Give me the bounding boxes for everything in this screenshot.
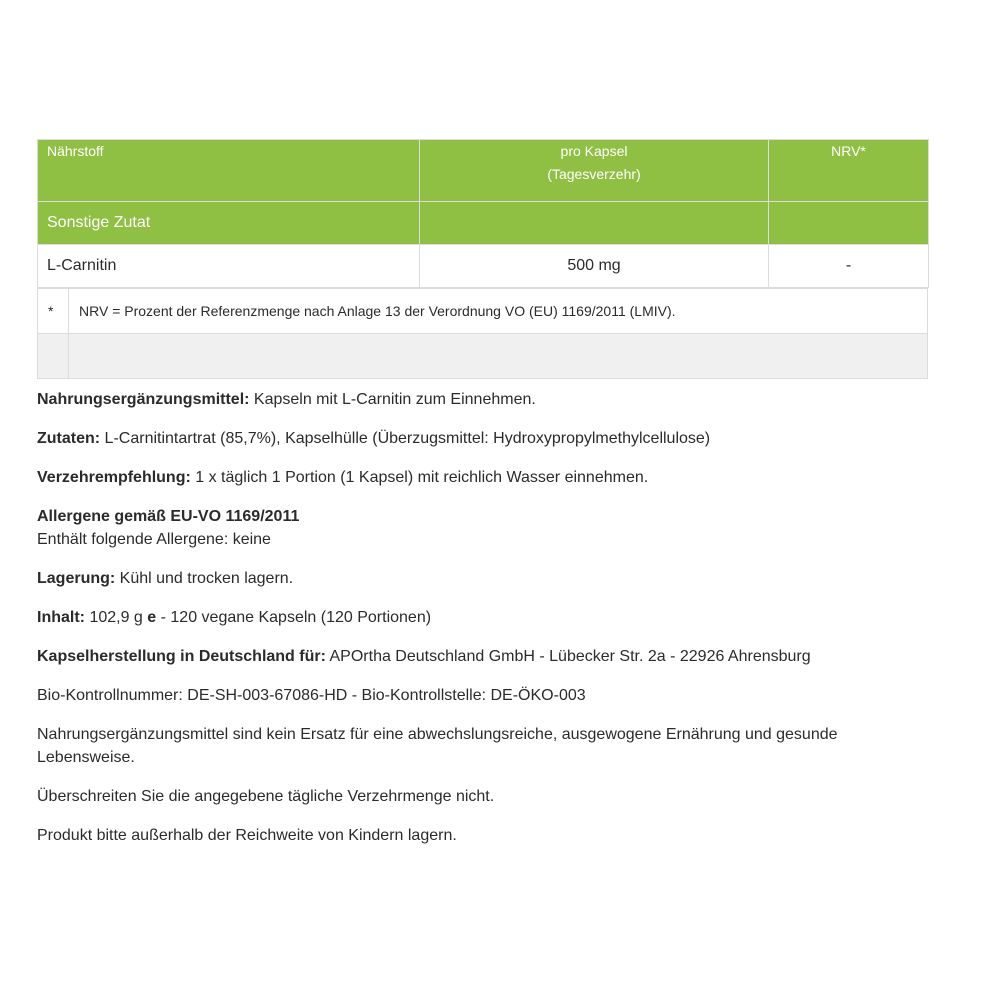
footnote-marker: * xyxy=(38,289,69,334)
header-per-capsule-line2: (Tagesverzehr) xyxy=(547,166,641,182)
info-manufacturer xyxy=(37,645,937,668)
info-value: Kapseln mit L-Carnitin zum Einnehmen. xyxy=(249,391,536,408)
nutrient-nrv: - xyxy=(769,245,929,288)
estimated-sign: e xyxy=(147,609,157,626)
info-content xyxy=(37,606,937,629)
info-value: Enthält folgende Allergene: keine xyxy=(37,531,271,548)
info-label: Lagerung: xyxy=(37,570,116,587)
info-value: 102,9 g xyxy=(85,609,148,626)
info-value: Kühl und trocken lagern. xyxy=(115,570,294,587)
section-empty-cell xyxy=(769,202,929,245)
section-empty-cell xyxy=(420,202,769,245)
section-row xyxy=(38,202,929,245)
nutrition-table xyxy=(37,139,929,288)
info-storage xyxy=(37,567,937,590)
info-value: 1 x täglich 1 Portion (1 Kapsel) mit reichlich Wasser einnehmen. xyxy=(190,469,649,486)
info-label: Kapselherstellung in Deutschland für: xyxy=(37,648,326,665)
info-label: Allergene gemäß EU-VO 1169/2011 xyxy=(37,508,300,525)
nutrition-table-wrapper xyxy=(37,139,928,379)
header-per-capsule-line1: pro Kapsel xyxy=(560,143,628,159)
info-disclaimer: Nahrungsergänzungsmittel sind kein Ersatz für eine abwechslungsreiche, ausgewogene Ernährung und gesunde Lebensweise. xyxy=(37,726,838,766)
footnote-row xyxy=(38,289,928,334)
info-children-warning: Produkt bitte außerhalb der Reichweite von Kindern lagern. xyxy=(37,827,457,844)
product-info xyxy=(37,388,937,863)
empty-cell xyxy=(69,334,928,379)
footnote-table xyxy=(37,288,928,379)
info-ingredients xyxy=(37,427,937,450)
nutrient-amount: 500 mg xyxy=(420,245,769,288)
info-bio-control: Bio-Kontrollnummer: DE-SH-003-67086-HD - Bio-Kontrollstelle: DE-ÖKO-003 xyxy=(37,687,586,704)
info-supplement xyxy=(37,388,937,411)
header-nutrient: Nährstoff xyxy=(38,140,420,202)
nutrient-name: L-Carnitin xyxy=(38,245,420,288)
info-label: Verzehrempfehlung: xyxy=(37,469,191,486)
header-nrv: NRV* xyxy=(769,140,929,202)
empty-row xyxy=(38,334,928,379)
info-label: Zutaten: xyxy=(37,430,101,447)
info-value: APOrtha Deutschland GmbH - Lübecker Str. 2a - 22926 Ahrensburg xyxy=(325,648,811,665)
section-label: Sonstige Zutat xyxy=(38,202,420,245)
info-value: L-Carnitintartrat (85,7%), Kapselhülle (Überzugsmittel: Hydroxypropylmethylcellulose) xyxy=(100,430,711,447)
info-label: Inhalt: xyxy=(37,609,85,626)
table-header-row xyxy=(38,140,929,202)
header-per-capsule xyxy=(420,140,769,202)
info-recommendation xyxy=(37,466,937,489)
info-allergens xyxy=(37,505,937,551)
empty-cell xyxy=(38,334,69,379)
info-dosage-warning: Überschreiten Sie die angegebene tägliche Verzehrmenge nicht. xyxy=(37,788,495,805)
info-label: Nahrungsergänzungsmittel: xyxy=(37,391,250,408)
footnote-text: NRV = Prozent der Referenzmenge nach Anlage 13 der Verordnung VO (EU) 1169/2011 (LMIV). xyxy=(69,289,928,334)
table-row xyxy=(38,245,929,288)
info-value: - 120 vegane Kapseln (120 Portionen) xyxy=(156,609,432,626)
